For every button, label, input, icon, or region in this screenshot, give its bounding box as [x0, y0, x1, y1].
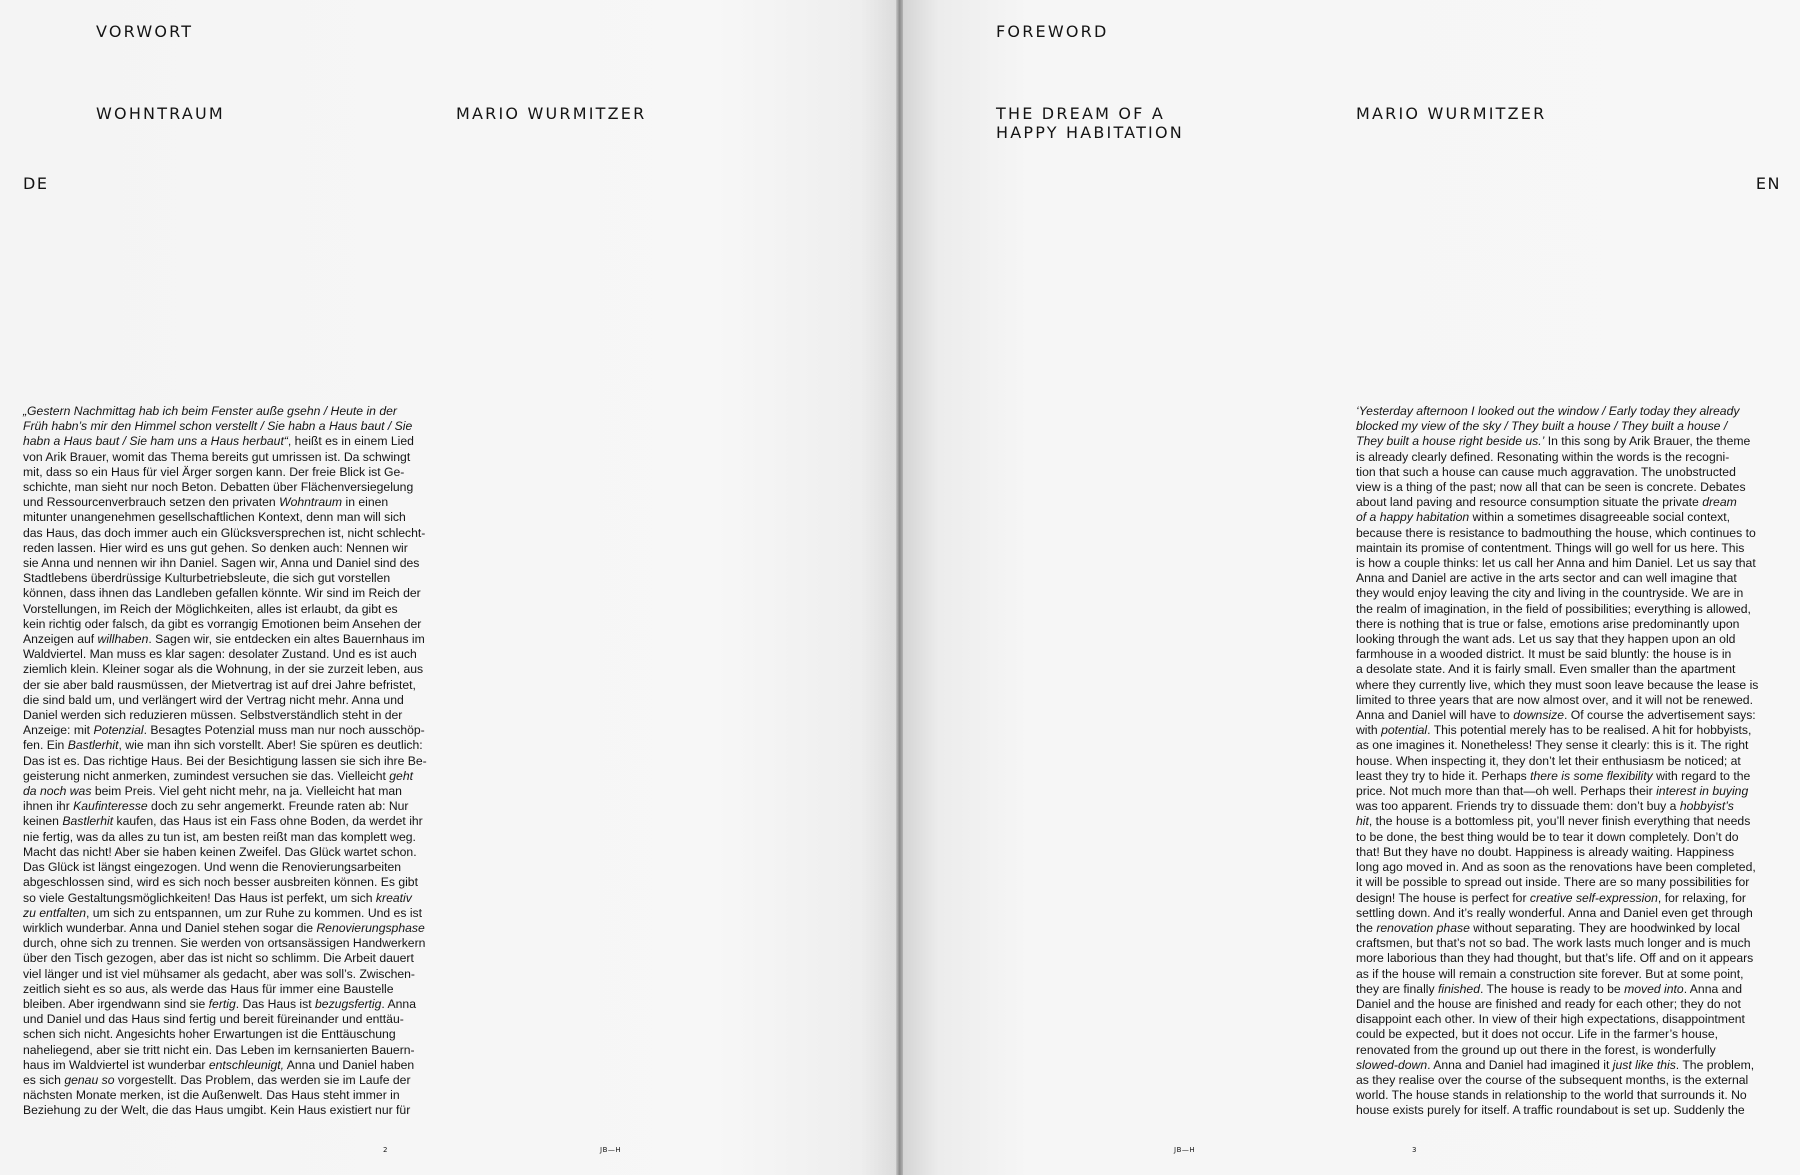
title-line: THE DREAM OF A [996, 104, 1166, 123]
text-line: das Haus, das doch immer auch ein Glücksversprechen ist, nicht schlecht- [23, 525, 426, 540]
text-line: abgeschlossen sind, wird es sich noch besser ausbreiten können. Es gibt [23, 875, 418, 890]
text-line: und Daniel und das Haus sind fertig und bereit füreinander und enttäu- [23, 1012, 404, 1027]
text-line: disappoint each other. In view of their high expectations, disappointment [1356, 1012, 1745, 1027]
essay-title: WOHNTRAUM [96, 104, 225, 123]
text-line: as they realise over the course of the subsequent months, is the external [1356, 1072, 1749, 1087]
text-line: craftsmen, but that’s not so bad. The work lasts much longer and is much [1356, 936, 1751, 951]
text-line: die sind bald um, und verlängert wird der Vertrag nicht mehr. Anna und [23, 692, 404, 707]
text-line: Stadtlebens überdrüssige Kulturbetriebsleute, die sich gut vorstellen [23, 571, 391, 586]
text-line: to be done, the best thing would be to tear it down completely. Don’t do [1356, 829, 1739, 844]
text-line: haus im Waldviertel ist wunderbar entschleunigt, Anna und Daniel haben [23, 1057, 415, 1072]
book-spine-gutter [896, 0, 903, 1175]
text-line: mit, dass so ein Haus für viel Ärger sorgen kann. Der freie Blick ist Ge- [23, 464, 405, 479]
text-line: it will be possible to spread out inside. There are so many possibilities for [1356, 875, 1750, 890]
language-code: EN [1755, 174, 1781, 193]
section-label: VORWORT [96, 22, 194, 41]
text-line: house. When inspecting it, they don’t let their enthusiasm be noticed; at [1356, 753, 1741, 768]
text-line: there is nothing that is true or false, emotions arise predominantly upon [1356, 616, 1740, 631]
text-line: design! The house is perfect for creative self-expression, for relaxing, for [1356, 890, 1746, 905]
essay-body-english [1356, 404, 1758, 1119]
text-line: zeitlich sieht es so aus, als werde das Haus für immer eine Baustelle [23, 981, 394, 996]
text-line: ziemlich klein. Kleiner sogar als die Wohnung, in der sie zurzeit leben, aus [23, 662, 424, 677]
text-line: bleiben. Aber irgendwann sind sie fertig. Das Haus ist bezugsfertig. Anna [23, 996, 416, 1011]
text-line: schichte, man sieht nur noch Beton. Debatten über Flächenversiegelung [23, 480, 414, 495]
text-line: more laborious than they had thought, but that’s life. Off and on it appears [1356, 951, 1754, 966]
text-line: es sich genau so vorgestellt. Das Problem, das werden sie im Laufe der [23, 1072, 411, 1087]
text-line: können, dass ihnen das Landleben gefallen könnte. Wir sind im Reich der [23, 586, 421, 601]
text-line: they are finally finished. The house is ready to be moved into. Anna and [1356, 981, 1742, 996]
essay-body-german [23, 404, 427, 1119]
right-page-english [903, 0, 1800, 1175]
text-line: Vorstellungen, im Reich der Möglichkeiten, alles ist erlaubt, da gibt es [23, 601, 398, 616]
text-line: naheliegend, aber sie tritt nicht ein. Das Leben im kernsanierten Bauern- [23, 1042, 415, 1057]
language-code: DE [23, 174, 49, 193]
text-line: Anna and Daniel will have to downsize. Of course the advertisement says: [1356, 708, 1756, 723]
text-line: view is a thing of the past; now all that can be seen is concrete. Debates [1356, 480, 1746, 495]
text-line: world. The house stands in relationship to the world that surrounds it. No [1356, 1088, 1747, 1103]
text-line: Daniel and the house are finished and ready for each other; they do not [1356, 996, 1741, 1011]
text-line: und Ressourcenverbrauch setzen den privaten Wohntraum in einen [23, 495, 389, 510]
text-line: They built a house right beside us.’ In this song by Arik Brauer, the theme [1356, 434, 1751, 449]
title-line: HAPPY HABITATION [996, 123, 1184, 142]
text-line: keinen Bastlerhit kaufen, das Haus ist ein Fass ohne Boden, da werdet ihr [23, 814, 423, 829]
text-line: da noch was beim Preis. Viel geht nicht mehr, na ja. Vielleicht hat man [23, 784, 402, 799]
text-line: limited to three years that are now almost over, and it will not be renewed. [1356, 692, 1753, 707]
text-line: Anzeigen auf willhaben. Sagen wir, sie entdecken ein altes Bauernhaus im [23, 632, 425, 647]
text-line: about land paving and resource consumption situate the private dream [1356, 495, 1737, 510]
text-line: tion that such a house can cause much aggravation. The unobstructed [1356, 464, 1736, 479]
text-line: Das ist es. Das richtige Haus. Bei der Besichtigung lassen sie sich ihre Be- [23, 753, 427, 768]
text-line: with potential. This potential merely has to be realised. A hit for hobbyists, [1356, 723, 1752, 738]
left-page-german [0, 0, 896, 1175]
text-line: they would enjoy leaving the city and living in the countryside. We are in [1356, 586, 1744, 601]
text-line: was too apparent. Friends try to dissuade them: don’t buy a hobbyist’s [1356, 799, 1734, 814]
text-line: kein richtig oder falsch, da gibt es vorrangig Emotionen beim Ansehen der [23, 616, 422, 631]
text-line: Früh habn’s mir den Himmel schon verstellt / Sie habn a Haus baut / Sie [23, 419, 413, 434]
text-line: nächsten Monate merken, ist die Außenwelt. Das Haus steht immer in [23, 1088, 400, 1103]
author-name: MARIO WURMITZER [1356, 104, 1547, 123]
text-line: blocked my view of the sky / They built a house / They built a house / [1356, 419, 1728, 434]
text-line: slowed-down. Anna and Daniel had imagined it just like this. The problem, [1356, 1057, 1755, 1072]
text-line: Das Glück ist längst eingezogen. Und wenn die Renovierungsarbeiten [23, 860, 402, 875]
text-line: renovated from the ground up out there in the forest, is wonderfully [1356, 1042, 1716, 1057]
text-line: settling down. And it’s really wonderful. Anna and Daniel even get through [1356, 905, 1753, 920]
text-line: von Arik Brauer, womit das Thema bereits gut umrissen ist. Da schwingt [23, 449, 411, 464]
text-line: the realm of imagination, in the field of possibilities; everything is allowed, [1356, 601, 1751, 616]
text-line: where they currently live, which they must soon leave because the lease is [1356, 677, 1759, 692]
text-line: „Gestern Nachmittag hab ich beim Fenster auße gsehn / Heute in der [23, 404, 397, 418]
text-line: a desolate state. And it is fairly small. Even smaller than the apartment [1356, 662, 1736, 677]
text-line: long ago moved in. And as soon as the renovations have been completed, [1356, 860, 1756, 875]
text-line: viel länger und ist viel mühsamer als gedacht, aber was soll’s. Zwischen- [23, 966, 415, 981]
text-line: as one imagines it. Nonetheless! They sense it clearly: this is it. The right [1356, 738, 1749, 753]
text-line: ihnen ihr Kaufinteresse doch zu sehr angemerkt. Freunde raten ab: Nur [23, 799, 409, 814]
text-line: price. Not much more than that—oh well. Perhaps their interest in buying [1356, 784, 1749, 799]
text-line: as if the house will remain a construction site forever. But at some point, [1356, 966, 1744, 981]
text-line: geisterung nicht anmerken, zumindest versuchen sie das. Vielleicht geht [23, 768, 414, 783]
text-line: the renovation phase without separating. They are hoodwinked by local [1356, 920, 1740, 935]
text-line: of a happy habitation within a sometimes disagreeable social context, [1356, 510, 1730, 525]
text-line: Anna and Daniel are active in the arts sector and can well imagine that [1356, 571, 1737, 586]
author-name: MARIO WURMITZER [456, 104, 647, 123]
text-line: durch, ohne sich zu trennen. Sie werden von ortsansässigen Handwerkern [23, 936, 426, 951]
text-line: farmhouse in a wooded district. It must be said bluntly: the house is in [1356, 647, 1732, 662]
text-line: least they try to hide it. Perhaps there is some flexibility with regard to the [1356, 768, 1751, 783]
text-line: could be expected, but it does not occur. Life in the farmer’s house, [1356, 1027, 1719, 1042]
text-line: is how a couple thinks: let us call her Anna and him Daniel. Let us say that [1356, 556, 1756, 571]
text-line: that! But they have no doubt. Happiness is already waiting. Happiness [1356, 844, 1735, 859]
page-number: 2 [383, 1146, 388, 1154]
text-line: reden lassen. Hier wird es uns gut gehen. So denken auch: Nennen wir [23, 540, 408, 555]
publisher-mark: JB—H [600, 1146, 622, 1154]
text-line: nie fertig, was da alles zu tun ist, am besten reißt man das komplett weg. [23, 829, 416, 844]
text-line: Macht das nicht! Aber sie haben keinen Zweifel. Das Glück wartet schon. [23, 844, 417, 859]
text-line: zu entfalten, um sich zu entspannen, um zur Ruhe zu kommen. Und es ist [23, 905, 423, 920]
text-line: wirklich wunderbar. Anna und Daniel stehen sogar die Renovierungsphase [23, 920, 425, 935]
text-line: über den Tisch gezogen, aber das ist nicht so schlimm. Die Arbeit dauert [23, 951, 414, 966]
text-line: ‘Yesterday afternoon I looked out the window / Early today they already [1356, 404, 1740, 418]
essay-title [996, 104, 1184, 142]
page-number: 3 [1412, 1146, 1417, 1154]
text-line: house exists purely for itself. A traffic roundabout is set up. Suddenly the [1356, 1103, 1745, 1118]
text-line: looking through the want ads. Let us say that they happen upon an old [1356, 632, 1736, 647]
text-line: Anzeige: mit Potenzial. Besagtes Potenzial muss man nur noch ausschöp- [23, 723, 425, 738]
publisher-mark: JB—H [1174, 1146, 1196, 1154]
text-line: hit, the house is a bottomless pit, you’ll never finish everything that needs [1356, 814, 1751, 829]
text-line: so viele Gestaltungsmöglichkeiten! Das Haus ist perfekt, um sich kreativ [23, 890, 412, 905]
text-line: Waldviertel. Man muss es klar sagen: desolater Zustand. Und es ist auch [23, 647, 417, 662]
text-line: sie Anna und nennen wir ihn Daniel. Sagen wir, Anna und Daniel sind des [23, 556, 420, 571]
text-line: maintain its promise of contentment. Things will go well for us here. This [1356, 540, 1745, 555]
text-line: Beziehung zu der Welt, die das Haus umgibt. Kein Haus existiert nur für [23, 1103, 411, 1118]
text-line: mitunter unangenehmen gesellschaftlichen Kontext, denn man will sich [23, 510, 406, 525]
text-line: Daniel werden sich reduzieren müssen. Selbstverständlich steht in der [23, 708, 403, 723]
text-line: habn a Haus baut / Sie ham uns a Haus herbaut“, heißt es in einem Lied [23, 434, 414, 449]
text-line: because there is resistance to badmouthing the house, which continues to [1356, 525, 1756, 540]
text-line: der sie aber bald rausmüssen, der Mietvertrag ist auf drei Jahre befristet, [23, 677, 416, 692]
text-line: fen. Ein Bastlerhit, wie man ihn sich vorstellt. Aber! Sie spüren es deutlich: [23, 738, 423, 753]
text-line: schen sich nicht. Angesichts hoher Erwartungen ist die Enttäuschung [23, 1027, 396, 1042]
section-label: FOREWORD [996, 22, 1109, 41]
text-line: is already clearly defined. Resonating within the words is the recogni- [1356, 449, 1730, 464]
